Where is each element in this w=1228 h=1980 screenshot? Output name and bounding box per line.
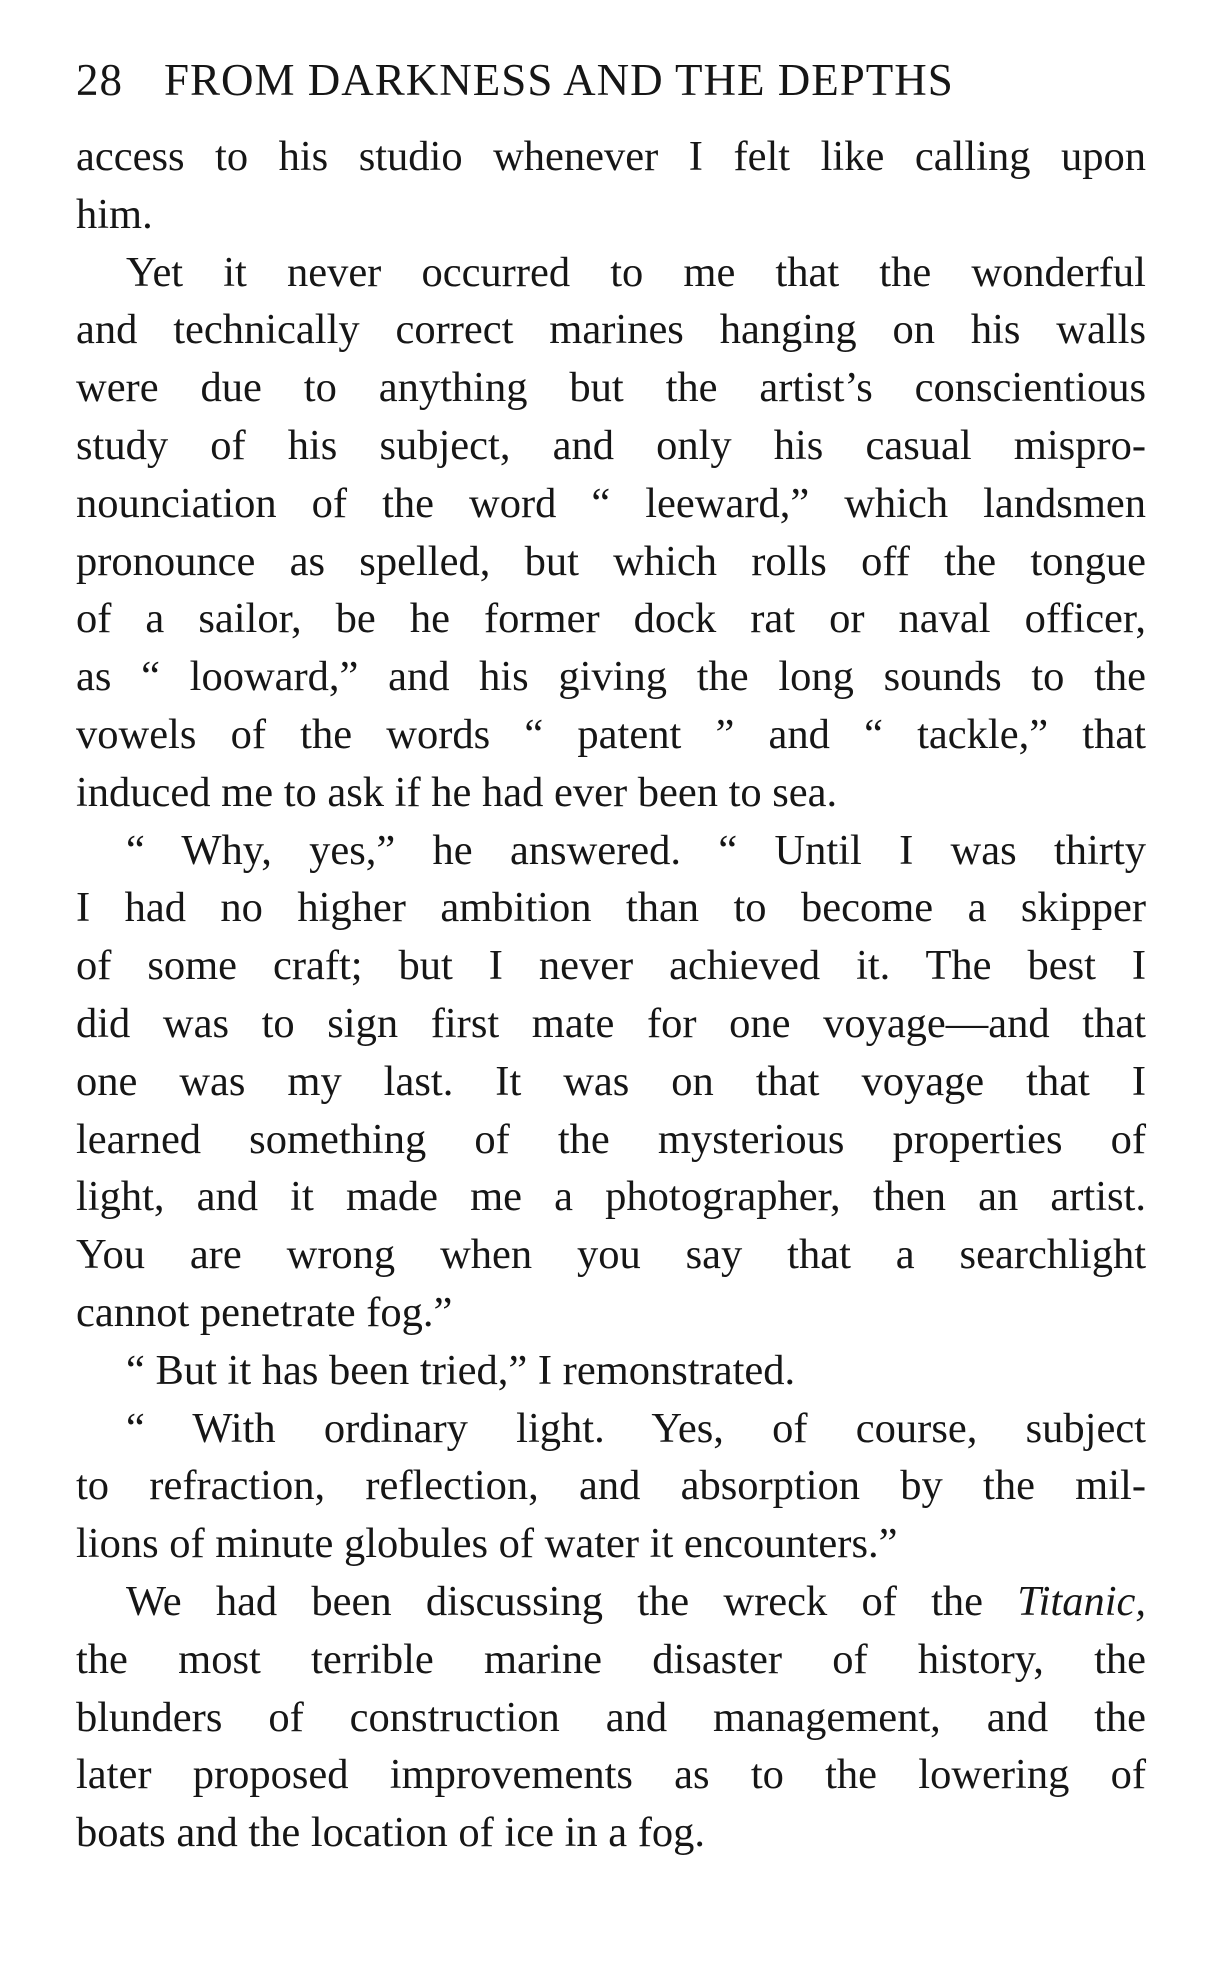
text-line: the most terrible marine disaster of history, the xyxy=(76,1635,1146,1683)
running-head xyxy=(76,48,1146,112)
text-line: We had been discussing the wreck of the xyxy=(126,1577,984,1625)
paragraph xyxy=(76,417,1146,475)
paragraph xyxy=(76,1457,1146,1515)
text-line: and technically correct marines hanging on his walls xyxy=(76,306,1146,354)
paragraph xyxy=(76,937,1146,995)
paragraph xyxy=(76,186,1146,244)
text-line: cannot penetrate fog.” xyxy=(76,1288,453,1336)
paragraph xyxy=(76,475,1146,533)
paragraph xyxy=(76,706,1146,764)
text-line: boats and the location of ice in a fog. xyxy=(76,1809,706,1857)
paragraph xyxy=(76,1631,1146,1689)
text-line: lions of minute globules of water it encounters.” xyxy=(76,1520,898,1568)
text-line: as “ looward,” and his giving the long sounds to the xyxy=(76,653,1146,701)
text-line: induced me to ask if he had ever been to sea. xyxy=(76,768,838,816)
text-line: I had no higher ambition than to become a skipper xyxy=(76,884,1146,932)
text-line: access to his studio whenever I felt like calling upon xyxy=(76,133,1146,180)
text-line: of a sailor, be he former dock rat or naval officer, xyxy=(76,595,1146,643)
text-line: to refraction, reflection, and absorption by the mil- xyxy=(76,1462,1146,1510)
italic-title: Titanic, xyxy=(1017,1577,1146,1625)
paragraph xyxy=(76,879,1146,937)
text-line: later proposed improvements as to the lowering of xyxy=(76,1751,1146,1799)
paragraph xyxy=(76,764,1146,822)
paragraph xyxy=(76,359,1146,417)
text-line: pronounce as spelled, but which rolls off the tongue xyxy=(76,537,1146,585)
paragraph xyxy=(76,1515,1146,1573)
text-line: Yet it never occurred to me that the wonderful xyxy=(126,248,1146,296)
paragraph xyxy=(76,1342,1146,1400)
text-line: learned something of the mysterious properties of xyxy=(76,1115,1146,1163)
text-line: nounciation of the word “ leeward,” which landsmen xyxy=(76,479,1146,527)
text-line: “ But it has been tried,” I remonstrated. xyxy=(126,1346,796,1394)
text-line: were due to anything but the artist’s conscientious xyxy=(76,364,1146,412)
paragraph xyxy=(76,1689,1146,1747)
text-line: him. xyxy=(76,190,153,238)
text-line: blunders of construction and management, and the xyxy=(76,1693,1146,1741)
text-line: You are wrong when you say that a searchlight xyxy=(76,1231,1146,1279)
running-title: FROM DARKNESS AND THE DEPTHS xyxy=(164,55,954,105)
text-line: did was to sign first mate for one voyage—and that xyxy=(76,999,1146,1047)
paragraph xyxy=(76,1400,1146,1458)
paragraph xyxy=(76,1573,1146,1631)
body-text xyxy=(76,128,1146,1862)
page-number: 28 xyxy=(76,55,123,105)
paragraph xyxy=(76,590,1146,648)
paragraph xyxy=(76,1111,1146,1169)
paragraph xyxy=(76,1168,1146,1226)
paragraph xyxy=(76,1053,1146,1111)
paragraph xyxy=(76,648,1146,706)
text-line: light, and it made me a photographer, then an artist. xyxy=(76,1173,1146,1221)
text-line: of some craft; but I never achieved it. The best I xyxy=(76,942,1146,990)
text-line: “ Why, yes,” he answered. “ Until I was thirty xyxy=(126,826,1146,874)
paragraph xyxy=(76,1226,1146,1284)
paragraph xyxy=(76,1804,1146,1862)
text-line: one was my last. It was on that voyage that I xyxy=(76,1057,1146,1105)
paragraph xyxy=(76,128,1146,186)
text-line: study of his subject, and only his casual mispro- xyxy=(76,421,1146,469)
paragraph xyxy=(76,995,1146,1053)
paragraph xyxy=(76,301,1146,359)
paragraph xyxy=(76,533,1146,591)
text-line: vowels of the words “ patent ” and “ tackle,” that xyxy=(76,710,1146,758)
text-line: “ With ordinary light. Yes, of course, subject xyxy=(126,1404,1146,1452)
paragraph xyxy=(76,1746,1146,1804)
paragraph xyxy=(76,1284,1146,1342)
paragraph xyxy=(76,244,1146,302)
paragraph xyxy=(76,822,1146,880)
